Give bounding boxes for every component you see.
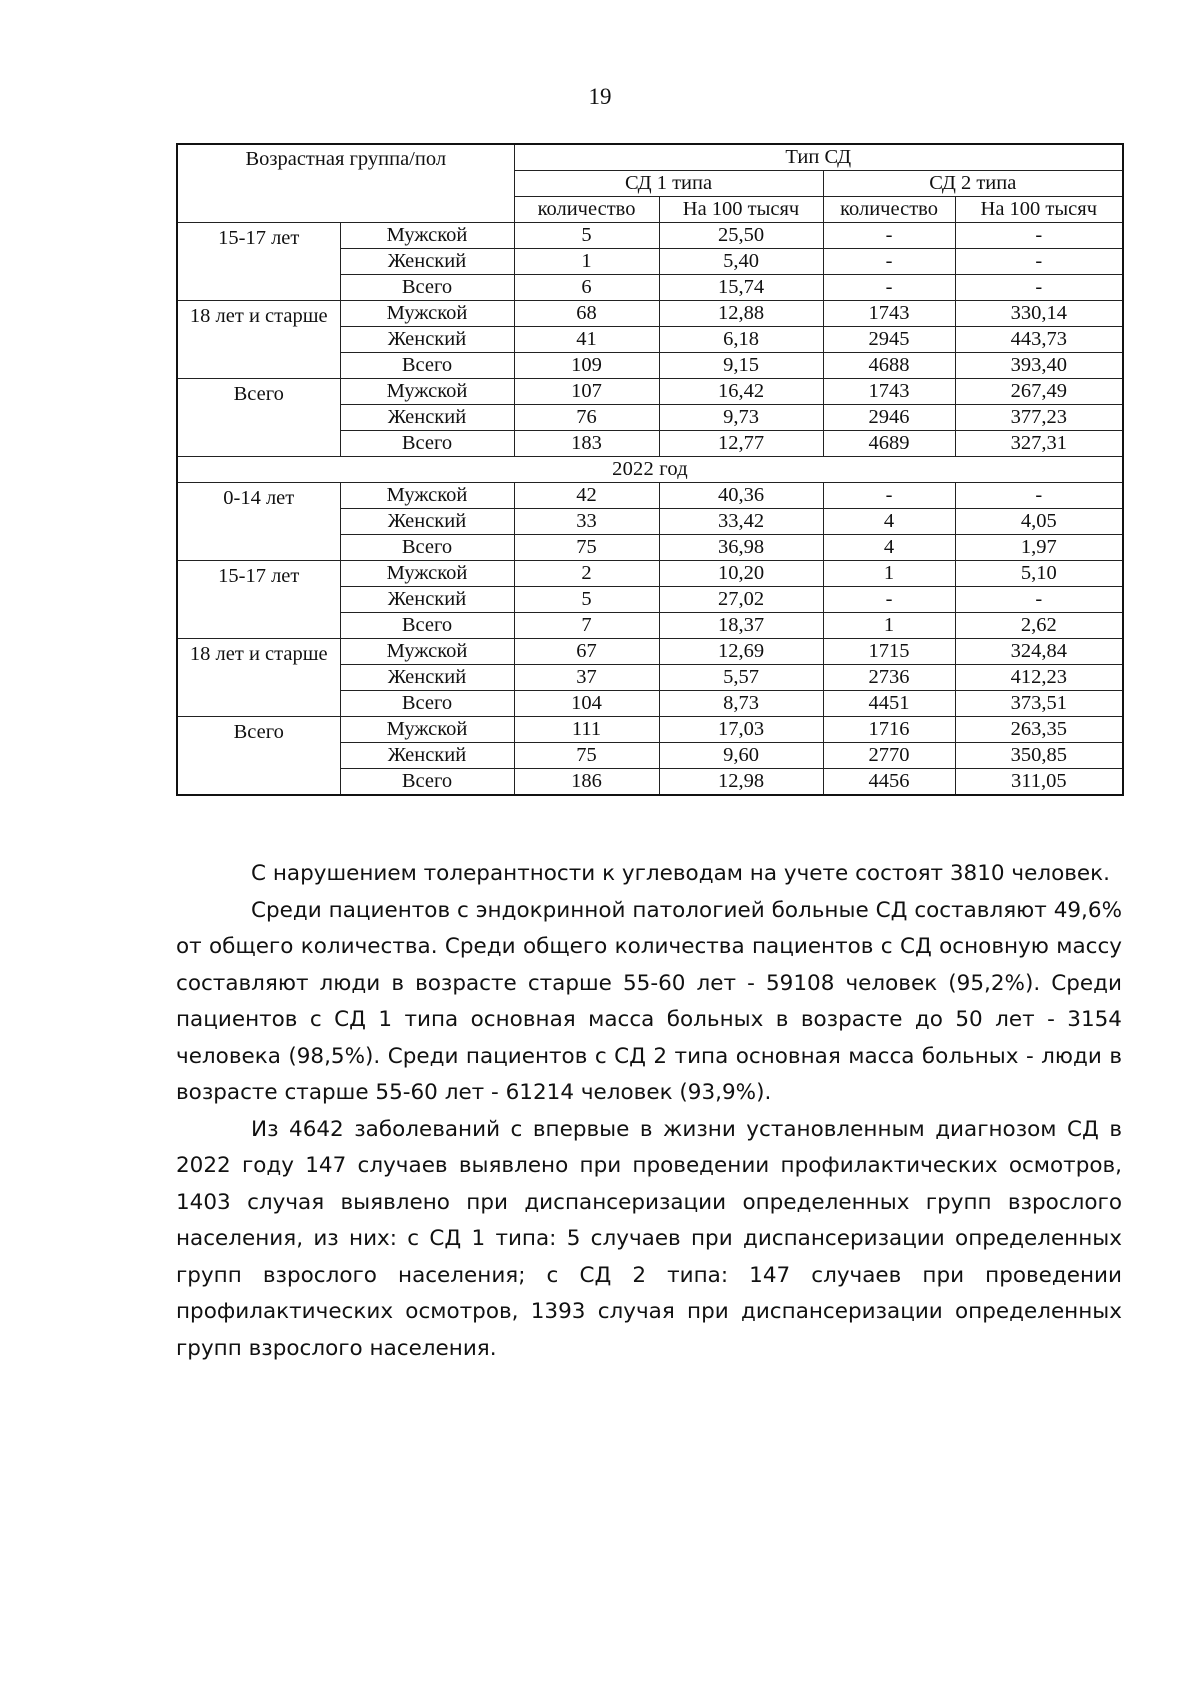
sd2-count-cell: 4689 [823,431,955,457]
sex-cell: Всего [340,275,514,301]
table-header-row [177,144,1123,171]
sd1-count-cell: 5 [514,223,659,249]
sd2-count-cell: 1 [823,561,955,587]
sd2-per-cell: 311,05 [955,769,1123,796]
sd1-count-cell: 104 [514,691,659,717]
sd1-per-cell: 40,36 [659,483,823,509]
sd2-per-cell: - [955,223,1123,249]
sd1-per-cell: 9,15 [659,353,823,379]
sex-cell: Мужской [340,483,514,509]
sd1-per-cell: 8,73 [659,691,823,717]
sd2-count-cell: 1743 [823,301,955,327]
sd1-count-cell: 107 [514,379,659,405]
sd2-per-cell: - [955,275,1123,301]
table-row [177,379,1123,405]
sd2-count-cell: - [823,587,955,613]
sd1-count-cell: 111 [514,717,659,743]
sd1-per-cell: 16,42 [659,379,823,405]
sd2-count-cell: - [823,275,955,301]
sd1-count-cell: 7 [514,613,659,639]
sd2-count-cell: 4 [823,509,955,535]
sd2-count-cell: 1715 [823,639,955,665]
sex-cell: Мужской [340,301,514,327]
sd1-per-cell: 10,20 [659,561,823,587]
sd2-per-cell: 2,62 [955,613,1123,639]
sd2-per-cell: 267,49 [955,379,1123,405]
sd2-count-cell: 4 [823,535,955,561]
header-sd1-per100k: На 100 тысяч [659,197,823,223]
sex-cell: Мужской [340,561,514,587]
sd1-count-cell: 75 [514,535,659,561]
header-sd2-count: количество [823,197,955,223]
age-group-label: 18 лет и старше [177,639,340,717]
age-group-label: 15-17 лет [177,223,340,301]
age-group-label: 15-17 лет [177,561,340,639]
sd1-per-cell: 17,03 [659,717,823,743]
sd2-count-cell: 2736 [823,665,955,691]
sd2-count-cell: 1743 [823,379,955,405]
sd1-count-cell: 186 [514,769,659,796]
sd1-per-cell: 12,69 [659,639,823,665]
sd2-count-cell: 4456 [823,769,955,796]
sd1-per-cell: 9,73 [659,405,823,431]
year-label: 2022 год [177,457,1123,483]
paragraph: Среди пациентов с эндокринной патологией больные СД составляют 49,6% от общего количества. Среди общего количества пациентов с СД основную массу составляют люди в возрасте старше 55-60 лет - 59108 человек (95,2%). Среди пациентов с СД 1 типа основная масса больных в возрасте до 50 лет - 3154 человека (98,5%). Среди пациентов с СД 2 типа основная масса больных - люди в возрасте старше 55-60 лет - 61214 человек (93,9%). [176,897,1122,1105]
page-number: 19 [588,84,612,109]
sd1-count-cell: 42 [514,483,659,509]
sd1-per-cell: 36,98 [659,535,823,561]
sd2-count-cell: 4688 [823,353,955,379]
sex-cell: Женский [340,665,514,691]
sd2-per-cell: 373,51 [955,691,1123,717]
table-row [177,223,1123,249]
sd1-count-cell: 2 [514,561,659,587]
table-row [177,717,1123,743]
sd1-per-cell: 9,60 [659,743,823,769]
paragraph: С нарушением толерантности к углеводам на учете состоят 3810 человек. [251,861,1110,886]
sex-cell: Всего [340,769,514,796]
sd1-per-cell: 15,74 [659,275,823,301]
sd1-count-cell: 68 [514,301,659,327]
table-row [177,561,1123,587]
sd2-per-cell: 5,10 [955,561,1123,587]
age-group-label: 18 лет и старше [177,301,340,379]
header-sd2-per100k: На 100 тысяч [955,197,1123,223]
table-row [177,483,1123,509]
sd2-per-cell: 350,85 [955,743,1123,769]
sex-cell: Всего [340,353,514,379]
sd1-count-cell: 109 [514,353,659,379]
header-sd-type: Тип СД [514,144,1123,171]
sd1-per-cell: 5,57 [659,665,823,691]
sex-cell: Мужской [340,379,514,405]
sd2-per-cell: 1,97 [955,535,1123,561]
sd2-per-cell: 443,73 [955,327,1123,353]
sd1-count-cell: 6 [514,275,659,301]
age-group-label: Всего [177,717,340,796]
sd2-count-cell: 2945 [823,327,955,353]
sex-cell: Всего [340,613,514,639]
sd1-per-cell: 5,40 [659,249,823,275]
body-text [176,856,1122,1367]
sd1-per-cell: 12,88 [659,301,823,327]
sd2-per-cell: 393,40 [955,353,1123,379]
sd2-per-cell: - [955,483,1123,509]
age-group-label: 0-14 лет [177,483,340,561]
sd1-count-cell: 41 [514,327,659,353]
sd2-per-cell: 324,84 [955,639,1123,665]
sd1-count-cell: 75 [514,743,659,769]
sex-cell: Женский [340,587,514,613]
sd2-per-cell: 330,14 [955,301,1123,327]
sd1-count-cell: 183 [514,431,659,457]
sd1-count-cell: 76 [514,405,659,431]
sex-cell: Всего [340,691,514,717]
sex-cell: Всего [340,535,514,561]
sd2-count-cell: 4451 [823,691,955,717]
sd1-count-cell: 67 [514,639,659,665]
table-body [177,144,1123,795]
sd1-per-cell: 33,42 [659,509,823,535]
sd1-count-cell: 1 [514,249,659,275]
sex-cell: Мужской [340,223,514,249]
sd1-per-cell: 27,02 [659,587,823,613]
table-row [177,301,1123,327]
paragraph: Из 4642 заболеваний с впервые в жизни установленным диагнозом СД в 2022 году 147 случаев выявлено при проведении профилактических осмотров, 1403 случая выявлено при диспансеризации определенных групп взрослого населения, из них: с СД 1 типа: 5 случаев при диспансеризации определенных групп взрослого населения; с СД 2 типа: 147 случаев при проведении профилактических осмотров, 1393 случая при диспансеризации определенных групп взрослого населения. [176,1116,1122,1361]
sd2-per-cell: 263,35 [955,717,1123,743]
sex-cell: Женский [340,509,514,535]
header-sd1-count: количество [514,197,659,223]
header-age-group-sex: Возрастная группа/пол [177,144,514,223]
header-sd1: СД 1 типа [514,171,823,197]
sd2-count-cell: 1 [823,613,955,639]
sd1-count-cell: 5 [514,587,659,613]
table-row [177,639,1123,665]
sd1-count-cell: 37 [514,665,659,691]
sd2-count-cell: 2946 [823,405,955,431]
sd1-per-cell: 12,77 [659,431,823,457]
sd1-per-cell: 12,98 [659,769,823,796]
sd2-per-cell: 412,23 [955,665,1123,691]
sd1-count-cell: 33 [514,509,659,535]
sd2-per-cell: 377,23 [955,405,1123,431]
sex-cell: Женский [340,743,514,769]
header-sd2: СД 2 типа [823,171,1123,197]
sex-cell: Женский [340,249,514,275]
sex-cell: Мужской [340,717,514,743]
sex-cell: Всего [340,431,514,457]
sd2-per-cell: 327,31 [955,431,1123,457]
sd2-count-cell: - [823,249,955,275]
sd2-count-cell: - [823,483,955,509]
sex-cell: Женский [340,405,514,431]
sd1-per-cell: 18,37 [659,613,823,639]
sd2-count-cell: - [823,223,955,249]
sex-cell: Женский [340,327,514,353]
sd1-per-cell: 6,18 [659,327,823,353]
year-row [177,457,1123,483]
sd2-per-cell: 4,05 [955,509,1123,535]
sd1-per-cell: 25,50 [659,223,823,249]
diabetes-statistics-table [176,143,1124,796]
sd2-per-cell: - [955,587,1123,613]
age-group-label: Всего [177,379,340,457]
sd2-count-cell: 1716 [823,717,955,743]
sex-cell: Мужской [340,639,514,665]
sd2-per-cell: - [955,249,1123,275]
sd2-count-cell: 2770 [823,743,955,769]
